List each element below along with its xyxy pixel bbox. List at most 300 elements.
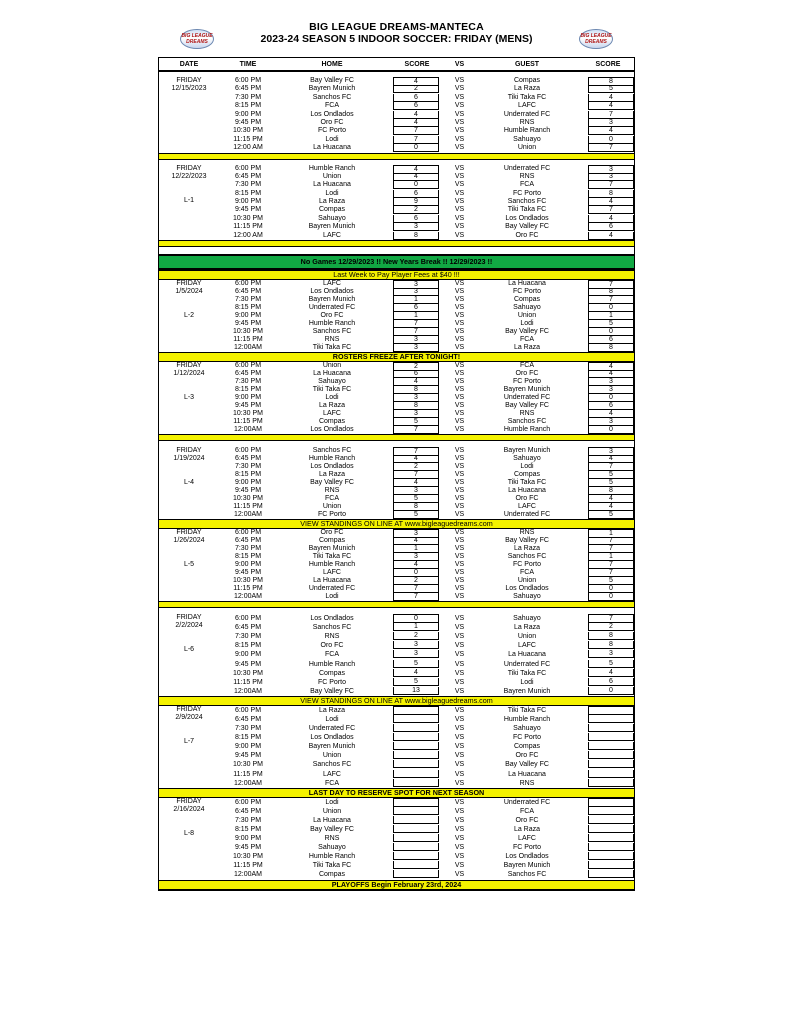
vs-label: VS [454,304,465,312]
vs-label: VS [454,77,465,84]
home-team: Sanchos FC [312,624,352,632]
guest-team: La Raza [513,624,541,632]
playoffs-banner: PLAYOFFS Begin February 23rd, 2024 [159,880,634,890]
guest-team: Sahuayo [513,135,541,143]
home-team: RNS [324,487,340,495]
game-time: 8:15 PM [234,189,262,197]
game-row [219,779,634,788]
home-score: 3 [393,487,439,495]
game-row [219,751,634,760]
guest-team: Tiki Taka FC [507,93,547,101]
game-row [219,328,634,336]
game-row [219,181,634,189]
home-score: 6 [393,190,439,198]
vs-label: VS [454,320,465,328]
home-team: LAFC [323,410,341,418]
guest-team: Sahuayo [513,455,541,463]
guest-score: 8 [588,190,634,198]
game-time: 9:45 PM [234,118,262,126]
guest-score: 0 [588,585,634,593]
game-row [219,127,634,135]
home-score-cell [387,585,447,593]
game-row [219,386,634,394]
home-team: Humble Ranch [308,561,356,569]
game-row [219,190,634,198]
guest-score-cell [582,623,634,632]
home-score-cell [387,463,447,471]
vs-label: VS [454,503,465,511]
guest-score-cell [582,561,634,569]
guest-score: 4 [588,455,634,463]
vs-label: VS [454,144,465,152]
home-score-cell [387,529,447,537]
game-time: 6:45 PM [234,624,262,632]
guest-score-cell [582,362,634,370]
guest-score-cell [582,537,634,545]
game-row [219,760,634,769]
standings-banner[interactable]: VIEW STANDINGS ON LINE AT www.bigleaguedreams.com [159,696,634,706]
home-score: 2 [393,463,439,471]
home-score-cell [387,418,447,426]
home-team: LAFC [323,569,341,577]
guest-score-cell [582,223,634,231]
guest-score: 7 [588,537,634,545]
home-score: 7 [393,593,439,601]
home-score-cell [387,660,447,669]
guest-team: Humble Ranch [503,426,551,434]
guest-team: Compas [513,471,541,479]
home-score: 5 [393,678,439,686]
home-team: Bay Valley FC [310,687,354,695]
guest-score-cell [582,545,634,553]
guest-score: 8 [588,632,634,640]
home-score-cell [387,678,447,687]
home-score-cell [387,181,447,189]
guest-score: 4 [588,495,634,503]
guest-score: 5 [588,471,634,479]
guest-score-cell [582,402,634,410]
home-team: Lodi [325,394,339,402]
game-time: 9:00 PM [234,110,262,118]
home-team: Humble Ranch [308,320,356,328]
game-row [219,85,634,93]
game-time: 9:45 PM [234,487,262,495]
game-time: 7:30 PM [234,725,262,733]
vs-label: VS [454,807,465,815]
game-row [219,402,634,410]
vs-label: VS [454,93,465,101]
game-row [219,852,634,861]
week-block [159,362,634,434]
home-score [393,733,439,741]
home-team: La Raza [318,402,346,410]
guest-team: Sahuayo [513,593,541,601]
home-score-cell [387,843,447,852]
guest-score: 0 [588,304,634,312]
home-team: RNS [324,633,340,641]
vs-label: VS [454,779,465,787]
game-row [219,825,634,834]
guest-score [588,724,634,732]
guest-score: 5 [588,479,634,487]
home-team: Bayren Munich [308,743,356,751]
home-score-cell [387,94,447,102]
home-score [393,770,439,778]
home-score: 5 [393,511,439,519]
game-row [219,173,634,181]
guest-score: 4 [588,102,634,110]
home-score-cell [387,127,447,135]
home-score: 1 [393,545,439,553]
game-time: 11:15 PM [233,223,263,231]
week-date: 1/5/2024 [175,288,203,296]
guest-score-cell [582,650,634,659]
home-score: 0 [393,181,439,189]
home-team: Humble Ranch [308,853,356,861]
game-row [219,529,634,537]
home-score-cell [387,77,447,85]
home-score-cell [387,144,447,152]
week-block [159,706,634,788]
game-time: 6:45 PM [234,85,262,93]
vs-label: VS [454,545,465,553]
game-time: 7:30 PM [234,181,262,189]
guest-team: Union [517,577,537,585]
game-row [219,511,634,519]
week-date: 1/19/2024 [173,455,205,463]
home-team: La Huacana [313,816,351,824]
guest-team: Bay Valley FC [505,537,549,545]
guest-score: 7 [588,569,634,577]
guest-score-cell [582,479,634,487]
guest-team: Lodi [520,463,534,471]
game-row [219,463,634,471]
home-score-cell [387,751,447,760]
home-score [393,724,439,732]
guest-team: Sanchos FC [507,553,547,561]
home-score-cell [387,479,447,487]
guest-team: FCA [520,569,534,577]
schedule-page [158,19,635,891]
game-row [219,807,634,816]
game-time: 6:45 PM [234,537,262,545]
home-score-cell [387,537,447,545]
guest-score: 0 [588,136,634,144]
guest-score-cell [582,678,634,687]
home-team: Oro FC [320,118,344,126]
home-score [393,852,439,860]
home-score: 7 [393,426,439,434]
guest-score-cell [582,807,634,816]
guest-score [588,706,634,715]
guest-team: Sahuayo [513,615,541,623]
guest-team: Oro FC [515,231,539,239]
game-row [219,503,634,511]
game-row [219,650,634,659]
vs-label: VS [454,118,465,126]
home-team: Sanchos FC [312,447,352,455]
home-team: FCA [325,779,339,787]
guest-score-cell [582,751,634,760]
no-games-banner: No Games 12/29/2023 !! New Years Break !! 12/29/2023 !! [159,254,634,270]
home-score-cell [387,223,447,231]
home-score: 2 [393,632,439,640]
vs-label: VS [454,198,465,206]
vs-label: VS [454,223,465,231]
game-time: 10:30 PM [233,214,263,222]
game-row [219,715,634,724]
guest-team: FCA [520,181,534,189]
home-score-cell [387,779,447,788]
guest-score: 8 [588,641,634,649]
guest-score [588,770,634,778]
col-time: TIME [239,60,257,68]
guest-team: FCA [520,362,534,370]
home-score-cell [387,687,447,696]
guest-score-cell [582,119,634,127]
home-score: 6 [393,304,439,312]
home-team: Union [322,172,342,180]
home-team: Compas [318,418,346,426]
guest-score-cell [582,779,634,788]
home-score: 4 [393,119,439,127]
vs-label: VS [454,770,465,778]
guest-score: 0 [588,593,634,601]
vs-label: VS [454,402,465,410]
logo-text: BIG LEAGUE DREAMS [580,33,612,45]
game-row [219,561,634,569]
game-row [219,102,634,110]
home-team: Compas [318,669,346,677]
vs-label: VS [454,296,465,304]
game-row [219,816,634,825]
guest-score [588,779,634,787]
game-time: 9:45 PM [234,569,262,577]
guest-score-cell [582,288,634,296]
vs-label: VS [454,328,465,336]
home-score-cell [387,632,447,641]
guest-score: 1 [588,553,634,561]
home-score: 7 [393,127,439,135]
game-row [219,641,634,650]
vs-label: VS [454,135,465,143]
game-row [219,678,634,687]
vs-label: VS [454,85,465,93]
game-time: 12:00AM [233,779,263,787]
vs-label: VS [454,426,465,434]
home-score: 4 [393,669,439,677]
game-row [219,870,634,879]
home-team: Compas [318,537,346,545]
separator-bar [159,601,634,608]
guest-score: 4 [588,94,634,102]
home-score: 4 [393,111,439,119]
home-team: Bayren Munich [308,223,356,231]
game-time: 6:00 PM [234,164,262,172]
week-block [159,77,634,153]
home-score: 3 [393,650,439,658]
guest-score: 0 [588,687,634,695]
guest-team: RNS [519,779,535,787]
guest-team: Bay Valley FC [505,328,549,336]
vs-label: VS [454,660,465,668]
guest-score: 1 [588,529,634,538]
game-row [219,553,634,561]
game-time: 12:00AM [233,593,263,601]
game-time: 8:15 PM [234,734,262,742]
game-time: 9:00 PM [234,651,262,659]
home-score [393,870,439,878]
home-score: 8 [393,503,439,511]
week-date: 1/12/2024 [173,370,205,378]
home-team: Lodi [325,798,339,806]
game-time: 9:00 PM [234,835,262,843]
guest-score [588,733,634,741]
week-label: L-7 [183,737,195,745]
guest-team: FC Porto [512,378,541,386]
home-score [393,715,439,723]
game-row [219,418,634,426]
home-score-cell [387,370,447,378]
guest-team: La Huacana [508,487,546,495]
game-row [219,669,634,678]
guest-score: 7 [588,614,634,623]
vs-label: VS [454,471,465,479]
guest-score-cell [582,370,634,378]
game-time: 6:45 PM [234,172,262,180]
guest-score: 6 [588,223,634,231]
game-row [219,585,634,593]
guest-team: Underrated FC [503,660,551,668]
guest-team: La Raza [513,85,541,93]
guest-score: 3 [588,447,634,456]
vs-label: VS [454,826,465,833]
guest-score [588,715,634,723]
guest-score: 4 [588,503,634,511]
standings-banner[interactable]: VIEW STANDINGS ON LINE AT www.bigleaguedreams.com [159,519,634,529]
game-time: 12:00AM [233,426,263,434]
guest-score: 3 [588,165,634,174]
guest-score [588,816,634,824]
home-score-cell [387,447,447,455]
game-row [219,312,634,320]
guest-team: FC Porto [512,734,541,742]
guest-score: 1 [588,312,634,320]
home-score-cell [387,834,447,843]
guest-score-cell [582,834,634,843]
home-score: 4 [393,77,439,86]
home-score-cell [387,136,447,144]
guest-team: RNS [519,529,535,537]
vs-label: VS [454,127,465,135]
guest-score: 7 [588,206,634,214]
guest-score-cell [582,111,634,119]
home-score-cell [387,402,447,410]
guest-score [588,861,634,869]
home-score: 4 [393,561,439,569]
guest-score-cell [582,344,634,352]
guest-team: Sanchos FC [507,418,547,426]
guest-score-cell [582,503,634,511]
guest-score: 0 [588,426,634,434]
vs-label: VS [454,871,465,879]
home-score [393,861,439,869]
guest-team: Los Ondlados [505,585,549,593]
guest-score-cell [582,770,634,779]
guest-team: Union [517,312,537,320]
guest-score: 7 [588,463,634,471]
guest-score-cell [582,798,634,807]
guest-team: Oro FC [515,752,539,760]
week-label: L-5 [183,561,195,569]
home-team: Los Ondlados [310,615,354,623]
home-team: LAFC [323,231,341,239]
home-score-cell [387,623,447,632]
week-day: FRIDAY [176,362,202,370]
home-score: 3 [393,529,439,538]
vs-label: VS [454,678,465,686]
home-team: Union [322,807,342,815]
guest-score-cell [582,487,634,495]
vs-label: VS [454,734,465,742]
home-score: 0 [393,569,439,577]
guest-score [588,852,634,860]
vs-label: VS [454,189,465,197]
home-score-cell [387,426,447,434]
guest-score-cell [582,660,634,669]
home-team: Bay Valley FC [310,826,354,833]
game-time: 12:00AM [233,871,263,879]
week-date-cell [159,362,219,434]
game-time: 6:00 PM [234,280,262,288]
game-row [219,843,634,852]
home-score-cell [387,503,447,511]
separator-bar [159,434,634,441]
guest-score-cell [582,94,634,102]
game-time: 11:15 PM [233,678,263,686]
home-score-cell [387,328,447,336]
home-score: 4 [393,378,439,386]
home-score [393,779,439,787]
vs-label: VS [454,624,465,632]
home-team: Compas [318,206,346,214]
home-score [393,834,439,842]
game-time: 9:45 PM [234,660,262,668]
home-team: Humble Ranch [308,455,356,463]
rosters-banner: ROSTERS FREEZE AFTER TONIGHT! [159,352,634,362]
game-row [219,111,634,119]
vs-label: VS [454,633,465,641]
guest-team: Sahuayo [513,304,541,312]
week-day: FRIDAY [176,705,202,713]
fees-banner: Last Week to Pay Player Fees at $40 !!! [159,270,634,280]
home-score: 1 [393,623,439,631]
home-team: FC Porto [317,127,346,135]
guest-score-cell [582,495,634,503]
vs-label: VS [454,862,465,870]
game-row [219,344,634,352]
guest-score-cell [582,304,634,312]
vs-label: VS [454,553,465,561]
game-time: 6:00 PM [234,447,262,455]
guest-score-cell [582,870,634,879]
home-score [393,816,439,824]
guest-score-cell [582,569,634,577]
home-team: Union [322,503,342,511]
week-date-cell [159,447,219,519]
home-score-cell [387,198,447,206]
guest-team: Oro FC [515,370,539,378]
